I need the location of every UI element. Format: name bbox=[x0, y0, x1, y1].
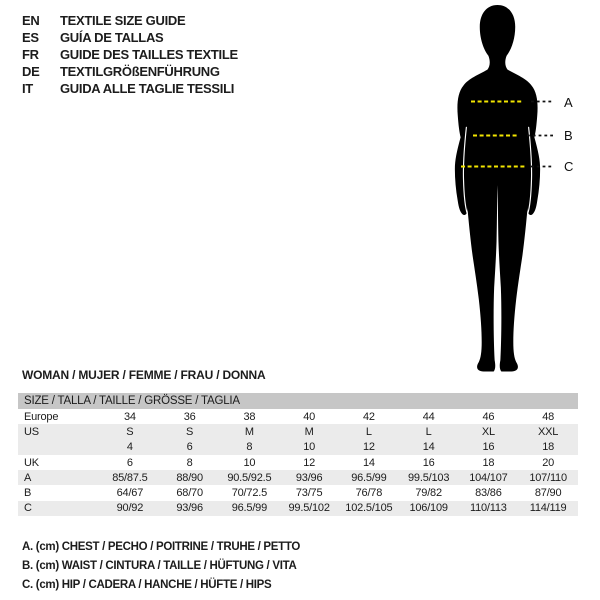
table-row-us-numeric bbox=[18, 440, 578, 455]
size-cell: 107/110 bbox=[518, 470, 578, 485]
legend-waist: B. (cm) WAIST / CINTURA / TAILLE / HÜFTUNG / VITA bbox=[22, 560, 297, 572]
size-cell: 18 bbox=[482, 456, 495, 469]
language-row bbox=[22, 63, 238, 80]
size-cell: M bbox=[279, 424, 339, 439]
size-cell: 68/70 bbox=[176, 487, 203, 500]
size-cell: XL bbox=[459, 424, 519, 439]
size-cell: 70/72.5 bbox=[231, 487, 268, 500]
table-row-us bbox=[18, 424, 578, 439]
size-cell: 4 bbox=[100, 440, 160, 455]
size-cell: 10 bbox=[279, 440, 339, 455]
table-row-uk bbox=[18, 455, 578, 470]
language-code: DE bbox=[22, 64, 40, 79]
language-code: ES bbox=[22, 30, 39, 45]
size-cell: 73/75 bbox=[295, 487, 323, 500]
size-cell: 16 bbox=[422, 456, 435, 469]
table-row-europe bbox=[18, 409, 578, 424]
size-cell: 34 bbox=[123, 410, 136, 423]
size-cell: 44 bbox=[422, 410, 435, 423]
size-cell: 64/67 bbox=[116, 487, 144, 500]
size-cell: 93/96 bbox=[279, 470, 339, 485]
measurement-lines bbox=[455, 93, 565, 175]
size-cell: 85/87.5 bbox=[100, 470, 160, 485]
size-cell: 96.5/99 bbox=[220, 501, 280, 516]
language-label: GUIDA ALLE TAGLIE TESSILI bbox=[60, 81, 235, 96]
chest-marker-label: A bbox=[564, 95, 573, 110]
table-row-waist bbox=[18, 485, 578, 500]
table-row-chest bbox=[18, 470, 578, 485]
language-row bbox=[22, 80, 238, 97]
size-cell: 102.5/105 bbox=[339, 501, 399, 516]
size-cell: 6 bbox=[126, 456, 133, 469]
size-cell: XXL bbox=[518, 424, 578, 439]
size-cell: 104/107 bbox=[459, 470, 519, 485]
size-cell: 46 bbox=[482, 410, 495, 423]
size-table-container bbox=[18, 393, 578, 516]
size-cell: 8 bbox=[186, 456, 193, 469]
woman-silhouette-figure bbox=[452, 4, 543, 372]
size-cell: 90.5/92.5 bbox=[220, 470, 280, 485]
size-cell: S bbox=[160, 424, 220, 439]
table-header: SIZE / TALLA / TAILLE / GRÖSSE / TAGLIA bbox=[18, 393, 578, 409]
size-cell: M bbox=[220, 424, 280, 439]
language-list bbox=[22, 12, 238, 97]
row-label: UK bbox=[24, 456, 39, 469]
size-cell: 96.5/99 bbox=[339, 470, 399, 485]
size-cell: 110/113 bbox=[459, 501, 519, 516]
size-cell: 76/78 bbox=[355, 487, 383, 500]
size-cell: 12 bbox=[303, 456, 316, 469]
language-code: IT bbox=[22, 81, 33, 96]
language-label: TEXTILE SIZE GUIDE bbox=[60, 13, 186, 28]
size-cell: 16 bbox=[459, 440, 519, 455]
size-cell: 114/119 bbox=[518, 501, 578, 516]
size-cell: 48 bbox=[542, 410, 555, 423]
size-cell: 79/82 bbox=[415, 487, 442, 500]
table-row-hip bbox=[18, 501, 578, 516]
legend-chest: A. (cm) CHEST / PECHO / POITRINE / TRUHE / PETTO bbox=[22, 541, 301, 553]
size-cell: 40 bbox=[303, 410, 316, 423]
language-code: EN bbox=[22, 13, 40, 28]
size-cell: 42 bbox=[362, 410, 375, 423]
row-label: B bbox=[24, 487, 32, 500]
row-label: US bbox=[18, 424, 100, 439]
size-cell: 14 bbox=[362, 456, 375, 469]
size-cell: 88/90 bbox=[160, 470, 220, 485]
size-cell: 90/92 bbox=[100, 501, 160, 516]
size-cell: S bbox=[100, 424, 160, 439]
size-table bbox=[18, 393, 578, 516]
size-cell: 6 bbox=[160, 440, 220, 455]
hip-marker-label: C bbox=[564, 159, 574, 174]
size-cell: 38 bbox=[243, 410, 256, 423]
size-cell: 99.5/103 bbox=[399, 470, 459, 485]
language-label: GUIDE DES TAILLES TEXTILE bbox=[60, 47, 238, 62]
size-cell: 18 bbox=[518, 440, 578, 455]
language-label: GUÍA DE TALLAS bbox=[60, 30, 164, 45]
language-row bbox=[22, 46, 238, 63]
language-label: TEXTILGRÖßENFÜHRUNG bbox=[60, 64, 220, 79]
size-cell: 99.5/102 bbox=[279, 501, 339, 516]
waist-marker-label: B bbox=[564, 128, 573, 143]
size-cell: 10 bbox=[243, 456, 256, 469]
size-cell: 36 bbox=[183, 410, 196, 423]
size-cell: 8 bbox=[220, 440, 280, 455]
size-cell: 83/86 bbox=[475, 487, 502, 500]
measurement-legend bbox=[22, 538, 300, 595]
size-cell: 14 bbox=[399, 440, 459, 455]
legend-hip: C. (cm) HIP / CADERA / HANCHE / HÜFTE / HIPS bbox=[22, 579, 272, 591]
size-cell: 20 bbox=[542, 456, 555, 469]
language-row bbox=[22, 12, 238, 29]
size-cell: 93/96 bbox=[160, 501, 220, 516]
size-cell: L bbox=[399, 424, 459, 439]
row-label: C bbox=[18, 501, 100, 516]
size-cell: 12 bbox=[339, 440, 399, 455]
section-title: WOMAN / MUJER / FEMME / FRAU / DONNA bbox=[22, 368, 266, 382]
size-cell: L bbox=[339, 424, 399, 439]
language-code: FR bbox=[22, 47, 39, 62]
row-label: Europe bbox=[24, 410, 59, 423]
size-cell: 87/90 bbox=[534, 487, 562, 500]
row-label: A bbox=[18, 470, 100, 485]
size-cell: 106/109 bbox=[399, 501, 459, 516]
row-label bbox=[18, 440, 100, 455]
table-header-row bbox=[18, 393, 578, 409]
language-row bbox=[22, 29, 238, 46]
